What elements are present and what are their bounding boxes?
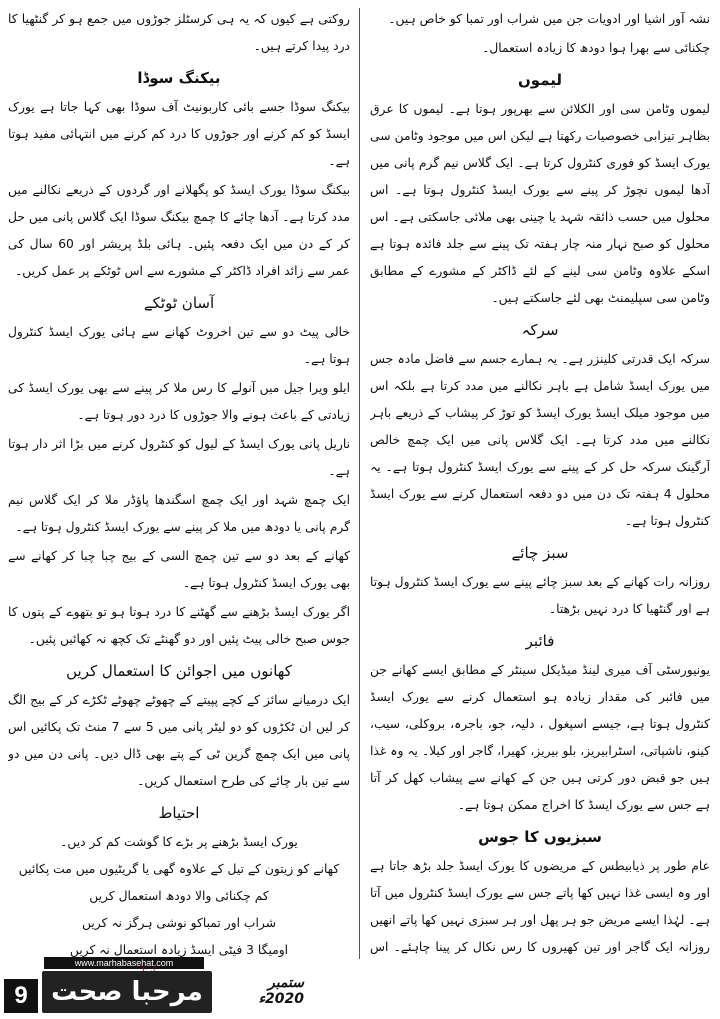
continued-paragraph: روکتی ہے کیوں کہ یہ ہی کرسٹلز جوڑوں میں جمع ہو کر گنٹھیا کا درد پیدا کرتے ہیں۔: [8, 12, 350, 53]
section-heading-ajwain: کھانوں میں اجوائن کا استعمال کریں: [66, 662, 292, 680]
column-divider: [359, 8, 360, 959]
baking-soda-paragraph: بیکنگ سوڈا جسے بائی کاربونیٹ آف سوڈا بھی کہا جاتا ہے یورک ایسڈ کو کم کرنے اور جوڑوں کا درد کم کرنے میں انتہائی مفید ہوتا ہے۔: [8, 100, 350, 168]
section-heading-easy-remedies: آسان ٹوٹکے: [143, 294, 215, 312]
section-heading-fiber: فائبر: [525, 632, 555, 650]
lemon-paragraph: لیموں وٹامن سی اور الکلائن سے بھرپور ہوتا ہے۔ لیموں کا عرق بظاہر تیزابی خصوصیات رکھتا ہے لیکن اس میں موجود وٹامن سی یورک ایسڈ کو فوری کنٹرول کرتا ہے۔ ایک گلاس نیم گرم پانی میں آدھا لیموں نچوڑ کر پینے سے یورک ایسڈ کنٹرول ہوتا ہے۔ اس محلول میں حسب ذائقہ شہد یا چینی بھی ملائی جاسکتی ہے۔ اس محلول کو صبح نہار منہ چار ہفتہ تک پینے سے جلد فائدہ ہوتا ہے اسکے علاوہ وٹامن سی لینے کے لئے ڈاکٹر کے مشورے کے مطابق وٹامن سی سپلیمنٹ بھی لئے جاسکتے ہیں۔: [370, 102, 710, 305]
intro-line: نشہ آور اشیا اور ادویات جن میں شراب اور تمبا کو خاص ہیں۔: [388, 12, 710, 26]
section-heading-lemon: لیموں: [517, 71, 563, 89]
section-heading-vegetable-juice: سبزیوں کا جوس: [478, 828, 602, 846]
section-heading-vinegar: سرکہ: [521, 321, 559, 339]
ajwain-paragraph: ایک درمیانے سائز کے کچے پپیتے کے چھوٹے چھوٹے ٹکڑے کر کے بیج الگ کر لیں ان ٹکڑوں کو دو لیٹر پانی میں 5 سے 7 منٹ تک پکائیں اس پانی میں ایک چمچ گرین ٹی کے پتے بھی ڈال دیں۔ پانی دن میں دو سے تین بار چائے کی طرح استعمال کریں۔: [8, 693, 350, 788]
list-item: اومیگا 3 فیٹی ایسڈ زیادہ استعمال نہ کریں: [69, 943, 289, 957]
remedy-paragraph: اگر یورک ایسڈ بڑھنے سے گھٹنے کا درد ہوتا ہو تو بتھوے کے پتوں کا جوس صبح خالی پیٹ پئیں اور دو گھنٹے تک کچھ نہ کھائیں پئیں۔: [8, 605, 350, 646]
remedy-paragraph: خالی پیٹ دو سے تین اخروٹ کھانے سے ہائی یورک ایسڈ کنٹرول ہوتا ہے۔: [8, 325, 350, 366]
section-heading-precautions: احتیاط: [158, 804, 200, 822]
website-url: www.marhabasehat.com: [44, 957, 204, 969]
baking-soda-paragraph: بیکنگ سوڈا یورک ایسڈ کو پگھلانے اور گردوں کے ذریعے نکالنے میں مدد کرتا ہے۔ آدھا چائے کا چمچ بیکنگ سوڈا ایک گلاس پانی میں حل کر کے دن میں ایک دفعہ پئیں۔ ہائی بلڈ پریشر اور 60 سال کی عمر سے زائد افراد ڈاکٹر کے مشورے سے اس ٹوٹکے پر عمل کریں۔: [8, 183, 350, 278]
left-column: [8, 6, 350, 961]
page-number: 9: [4, 979, 38, 1013]
vinegar-paragraph: سرکہ ایک قدرتی کلینزر ہے۔ یہ ہمارے جسم سے فاضل مادہ جس میں یورک ایسڈ شامل ہے باہر نکالنے میں مدد کرتا ہے بلکہ اس میں موجود میلک ایسڈ یورک ایسڈ کو توڑ کر پیشاب کے ذریعے باہر نکالنے میں مدد کرتا ہے۔ ایک گلاس پانی میں ایک چمچ خالص آرگینک سرکہ حل کر کے پینے سے یورک ایسڈ کنٹرول ہوتا ہے۔ یہ محلول 4 ہفتہ تک دن میں دو دفعہ استعمال کرنے سے یورک ایسڈ کنٹرول ہوتا ہے۔: [370, 352, 710, 528]
list-item: یورک ایسڈ بڑھنے پر بڑے کا گوشت کم کر دیں۔: [60, 835, 298, 849]
vegetable-juice-paragraph: عام طور پر ذیابیطس کے مریضوں کا یورک ایسڈ جلد بڑھ جاتا ہے اور وہ ایسی غذا نہیں کھا پاتے جس سے یورک ایسڈ کنٹرول میں آتا ہے۔ لہٰذا ایسے مریض جو ہر پھل اور ہر سبزی نہیں کھا پاتے انھیں روزانہ ایک گاجر اور تین کھیروں کا رس نکال کر پینا چاہئے۔ اس: [370, 859, 710, 954]
right-column: [370, 6, 710, 961]
intro-line: چکنائی سے بھرا ہوا دودھ کا زیادہ استعمال۔: [482, 41, 710, 55]
page-footer: [4, 955, 304, 1015]
section-heading-baking-soda: بیکنگ سوڈا: [137, 69, 221, 87]
remedy-paragraph: ایک چمچ شہد اور ایک چمچ اسگندھا پاؤڈر ملا کر ایک گلاس نیم گرم پانی یا دودھ میں ملا کر پینے سے یورک ایسڈ کنٹرول ہوتا ہے۔: [8, 493, 350, 534]
section-heading-green-tea: سبز چائے: [511, 544, 569, 562]
issue-date: ستمبر 2020ء: [258, 975, 304, 1007]
list-item: شراب اور تمباکو نوشی ہرگز نہ کریں: [81, 916, 277, 930]
logo-text: مرحبا صحت: [51, 977, 203, 1007]
green-tea-paragraph: روزانہ رات کھانے کے بعد سبز چائے پینے سے یورک ایسڈ کنٹرول ہوتا ہے اور گنٹھیا کا درد نہیں بڑھتا۔: [370, 575, 710, 616]
remedy-paragraph: ناریل پانی یورک ایسڈ کے لیول کو کنٹرول کرنے میں بڑا اثر دار ہوتا ہے۔: [8, 437, 350, 478]
precautions-list: [8, 829, 350, 961]
list-item: کھانے کو زیتون کے تیل کے علاوہ گھی یا گریٹیوں میں مت پکائیں: [18, 862, 340, 876]
list-item: کم چکنائی والا دودھ استعمال کریں: [89, 889, 269, 903]
remedy-paragraph: کھانے کے بعد دو سے تین چمچ السی کے بیج چبا چبا کر کھانے سے بھی یورک ایسڈ کنٹرول ہوتا ہے۔: [8, 549, 350, 590]
magazine-logo: [42, 971, 212, 1013]
remedy-paragraph: ایلو ویرا جیل میں آنولے کا رس ملا کر پینے سے بھی یورک ایسڈ کی زیادتی کے باعث ہونے والا جوڑوں کا درد دور ہوتا ہے۔: [8, 381, 350, 422]
fiber-paragraph: یونیورسٹی آف میری لینڈ میڈیکل سینٹر کے مطابق ایسے کھانے جن میں فائبر کی مقدار زیادہ ہو استعمال کرنے سے یورک ایسڈ کنٹرول ہوتا ہے، جیسے اسپغول ، دلیہ، جو، باجرہ، بروکلی، سیب، کینو، ناشپاتی، اسٹرابیریز، بلو بیریز، کھیرا، گاجر اور کیلا۔ یہ وہ غذا ہیں جو قبض دور کرتی ہیں جن کے کھانے سے پیشاب کھل کر آتا ہے جس سے یورک ایسڈ کا اخراج ممکن ہوتا ہے۔: [370, 663, 710, 812]
